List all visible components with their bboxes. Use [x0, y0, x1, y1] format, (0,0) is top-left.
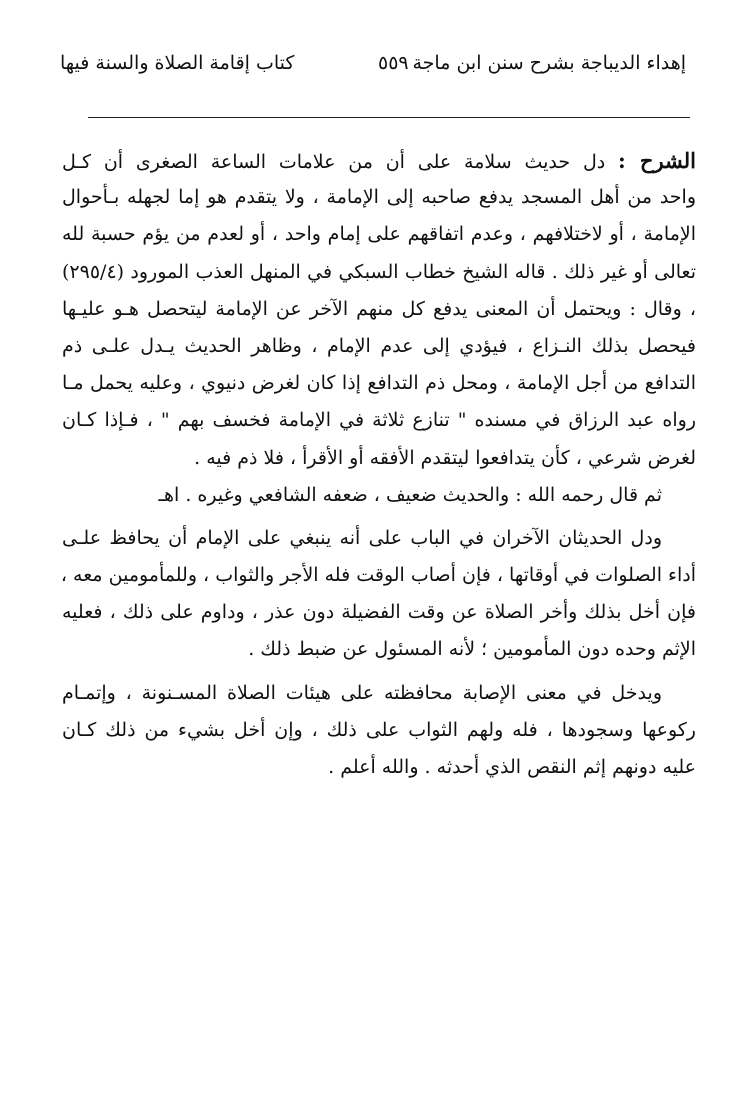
paragraph-two-hadiths — [62, 520, 696, 669]
text-line: رواه عبد الرزاق في مسنده " تنازع ثلاثة في الإمامة فخسف بهم " ، فـإذا كـان — [62, 409, 696, 432]
text-line: فيحصل بذلك النـزاع ، فيؤدي إلى عدم الإمام ، وظاهر الحديث يـدل علـى ذم — [62, 334, 696, 357]
text-line: فإن أخل بذلك وأخر الصلاة عن وقت الفضيلة دون عذر ، وداوم على ذلك ، فعليه — [62, 601, 696, 624]
running-header — [60, 52, 686, 86]
commentary-label: الشرح : — [618, 148, 696, 173]
text-line: ويدخل في معنى الإصابة محافظته على هيئات الصلاة المسـنونة ، وإتمـام — [62, 681, 662, 704]
text-line: تعالى أو غير ذلك . قاله الشيخ خطاب السبكي في المنهل العذب المورود (٢٩٥/٤) — [62, 260, 696, 283]
text-line: التدافع من أجل الإمامة ، ومحل ذم التدافع إذا كان لغرض دنيوي ، وعليه يحمل مـا — [62, 372, 696, 395]
text-line: ركوعها وسجودها ، فله ولهم الثواب على ذلك ، وإن أخل بشيء من ذلك كـان — [62, 718, 696, 741]
paragraph-conclusion — [62, 675, 696, 787]
text-line: عليه دونهم إثم النقص الذي أحدثه . والله أعلم . — [328, 756, 696, 778]
text-line: ، وقال : ويحتمل أن المعنى يدفع كل منهم الآخر عن الإمامة ليتحصل هـو عليـها — [62, 297, 696, 320]
book-title: إهداء الديباجة بشرح سنن ابن ماجة — [412, 52, 686, 74]
header-divider — [88, 117, 690, 118]
text-line: ثم قال رحمه الله : والحديث ضعيف ، ضعفه الشافعي وغيره . اهـ — [158, 483, 662, 506]
text-line: الشرح : دل حديث سلامة على أن من علامات الساعة الصغرى أن كـل — [62, 148, 696, 173]
page-number: ٥٥٩ — [378, 52, 409, 74]
text-line: واحد من أهل المسجد يدفع صاحبه إلى الإمامة ، ولا يتقدم هو إما لجهله بـأحوال — [62, 186, 696, 209]
page-body — [62, 142, 696, 786]
paragraph-quote-end — [62, 477, 696, 514]
text-line: الإمامة ، أو لاختلافهم ، وعدم اتفاقهم على إمام واحد ، أو لعدم من يؤم حسبة لله — [62, 223, 696, 246]
text-line: ودل الحديثان الآخران في الباب على أنه ينبغي على الإمام أن يحافظ علـى — [62, 526, 662, 549]
paragraph-commentary — [62, 142, 696, 477]
text-line: الإثم وحده دون المأمومين ؛ لأنه المسئول عن ضبط ذلك . — [248, 638, 696, 661]
text-line: لغرض شرعي ، كأن يتدافعوا ليتقدم الأفقه أو الأقرأ ، فلا ذم فيه . — [194, 446, 696, 469]
text-line: أداء الصلوات في أوقاتها ، فإن أصاب الوقت فله الأجر والثواب ، وللمأمومين معه ، — [60, 564, 696, 587]
chapter-title: كتاب إقامة الصلاة والسنة فيها — [60, 52, 295, 74]
